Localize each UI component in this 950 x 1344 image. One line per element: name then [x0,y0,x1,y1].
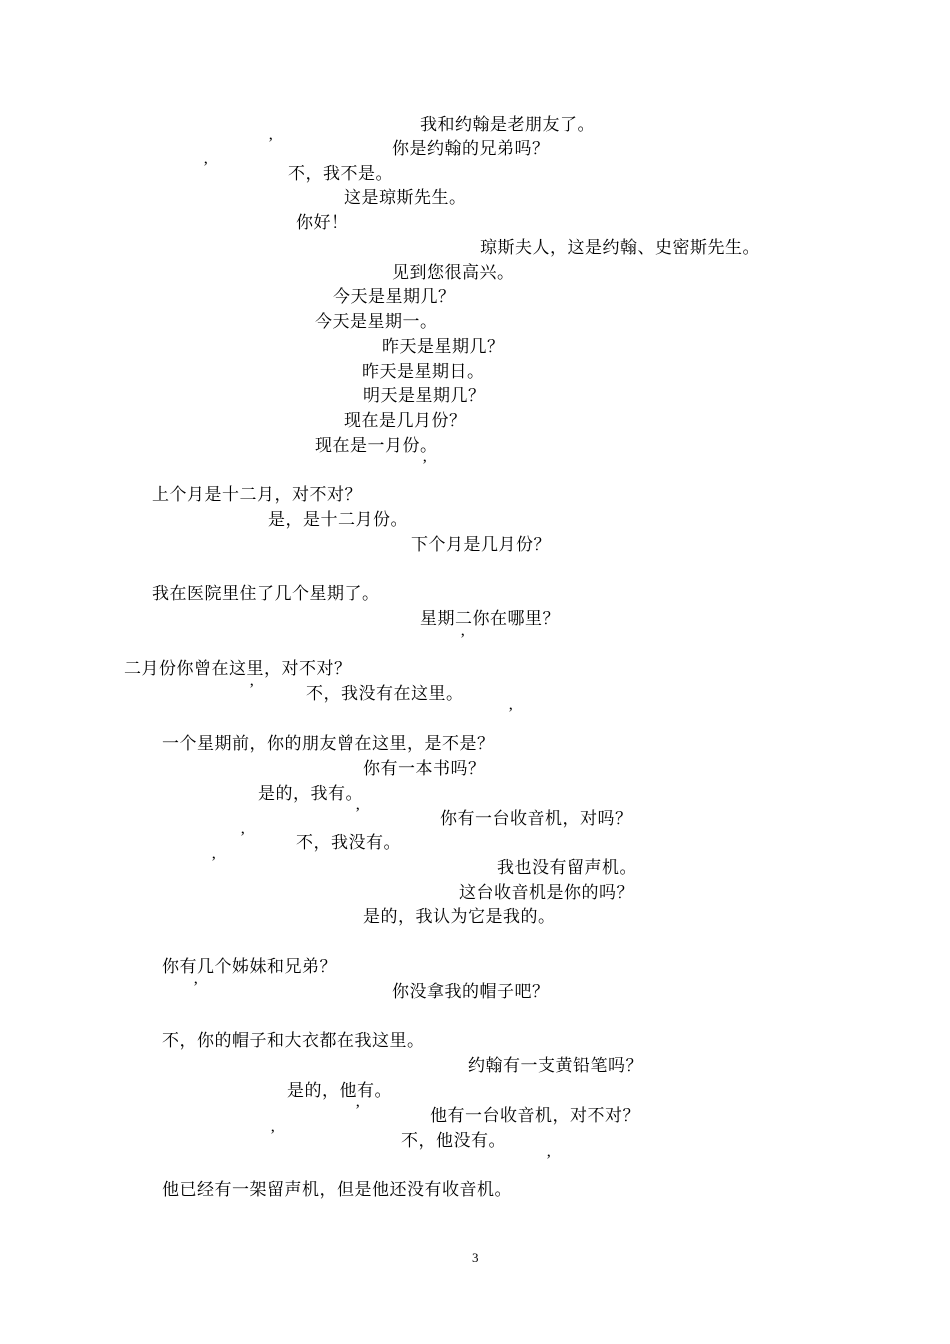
apostrophe-mark: ’ [460,631,466,648]
text-line: 不，我没有。 [296,833,401,853]
text-line: 约翰有一支黄铅笔吗？ [468,1056,643,1076]
apostrophe-mark: ’ [546,1152,552,1169]
apostrophe-mark: ’ [422,457,428,474]
text-line: 我也没有留声机。 [497,858,637,878]
apostrophe-mark: ’ [193,979,199,996]
text-line: 琼斯夫人，这是约翰、史密斯先生。 [480,238,760,258]
text-line: 我在医院里住了几个星期了。 [152,584,380,604]
text-line: 一个星期前，你的朋友曾在这里，是不是？ [162,734,495,754]
text-line: 你是约翰的兄弟吗？ [392,139,550,159]
text-line: 你好！ [296,213,349,233]
text-line: 不，你的帽子和大衣都在我这里。 [162,1031,425,1051]
text-line: 现在是几月份？ [344,411,467,431]
text-line: 见到您很高兴。 [392,263,515,283]
text-line: 他有一台收音机，对不对？ [430,1106,640,1126]
apostrophe-mark: ’ [203,159,209,176]
text-line: 昨天是星期几？ [382,337,505,357]
apostrophe-mark: ’ [268,135,274,152]
text-line: 是的，我认为它是我的。 [363,907,556,927]
text-line: 他已经有一架留声机，但是他还没有收音机。 [162,1180,512,1200]
text-line: 二月份你曾在这里，对不对？ [124,659,352,679]
text-line: 星期二你在哪里？ [420,609,560,629]
text-line: 不，我没有在这里。 [306,684,464,704]
text-line: 不，我不是。 [288,164,393,184]
apostrophe-mark: ’ [249,681,255,698]
text-line: 上个月是十二月，对不对？ [152,485,362,505]
text-line: 今天是星期一。 [315,312,438,332]
text-line: 是，是十二月份。 [268,510,408,530]
text-line: 我和约翰是老朋友了。 [420,115,595,135]
text-line: 你有一台收音机，对吗？ [440,809,633,829]
text-line: 下个月是几月份？ [411,535,551,555]
text-line: 现在是一月份。 [315,436,438,456]
apostrophe-mark: ’ [508,705,514,722]
text-line: 昨天是星期日。 [362,362,485,382]
text-line: 今天是星期几？ [333,287,456,307]
text-line: 你有一本书吗？ [363,759,486,779]
apostrophe-mark: ’ [211,854,217,871]
page-number: 3 [472,1250,479,1265]
text-line: 这台收音机是你的吗？ [459,883,634,903]
apostrophe-mark: ’ [240,829,246,846]
text-line: 明天是星期几？ [363,386,486,406]
text-line: 不，他没有。 [401,1131,506,1151]
apostrophe-mark: ’ [355,805,361,822]
text-line: 这是琼斯先生。 [344,188,467,208]
text-line: 你没拿我的帽子吧？ [392,982,550,1002]
text-line: 你有几个姊妹和兄弟？ [162,957,337,977]
apostrophe-mark: ’ [355,1102,361,1119]
apostrophe-mark: ’ [270,1127,276,1144]
text-line: 是的，我有。 [258,784,363,804]
text-line: 是的，他有。 [287,1081,392,1101]
